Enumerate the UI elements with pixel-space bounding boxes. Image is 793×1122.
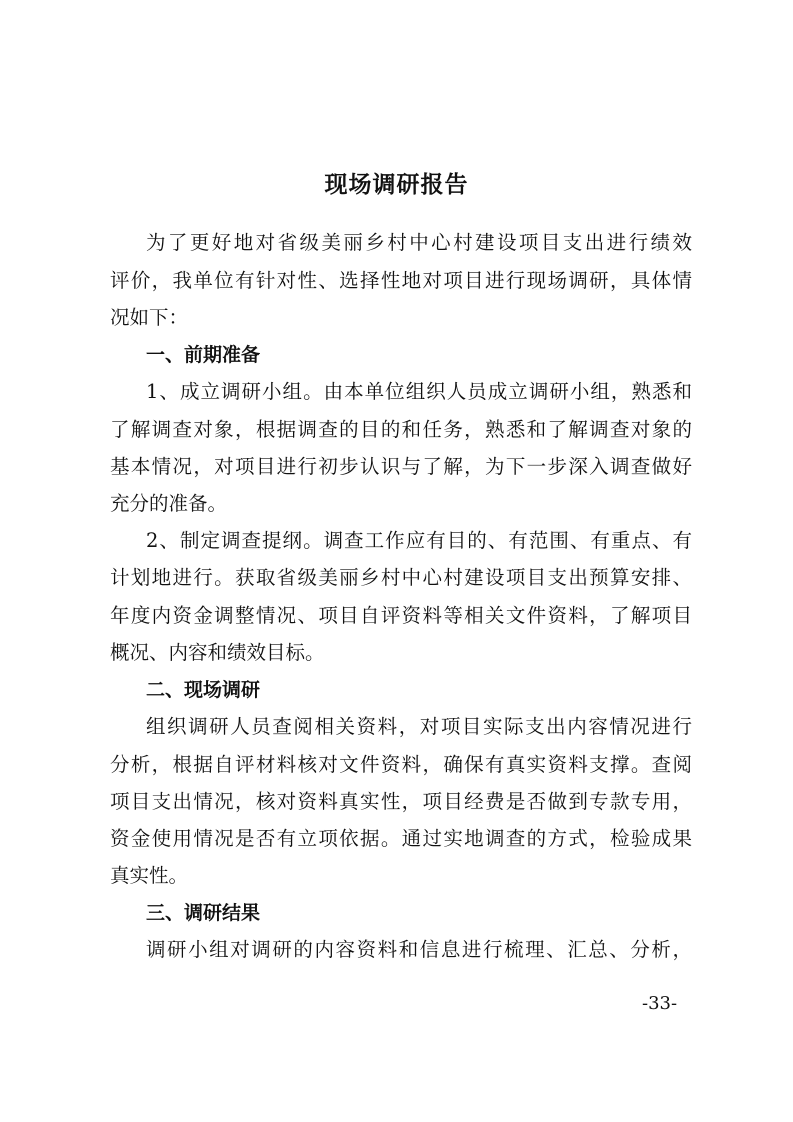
paragraph-line: 真实性。 xyxy=(110,864,189,887)
paragraph-line: 年度内资金调整情况、项目自评资料等相关文件资料，了解项目 xyxy=(110,604,692,627)
paragraph-line: 充分的准备。 xyxy=(110,492,228,515)
intro-line: 况如下： xyxy=(110,306,189,329)
paragraph-line: 1、成立调研小组。由本单位组织人员成立调研小组，熟悉和 xyxy=(146,380,692,403)
paragraph-line: 分析，根据自评材料核对文件资料，确保有真实资料支撑。查阅 xyxy=(110,753,692,776)
paragraph-line: 基本情况，对项目进行初步认识与了解，为下一步深入调查做好 xyxy=(110,455,692,478)
paragraph-line: 项目支出情况，核对资料真实性，项目经费是否做到专款专用， xyxy=(110,790,692,813)
paragraph-line: 组织调研人员查阅相关资料，对项目实际支出内容情况进行 xyxy=(146,715,692,738)
page-title: 现场调研报告 xyxy=(324,172,469,198)
paragraph-line: 了解调查对象，根据调查的目的和任务，熟悉和了解调查对象的 xyxy=(110,418,692,441)
section-heading: 二、现场调研 xyxy=(146,679,261,701)
intro-line: 为了更好地对省级美丽乡村中心村建设项目支出进行绩效 xyxy=(146,231,692,254)
paragraph-line: 2、制定调查提纲。调查工作应有目的、有范围、有重点、有 xyxy=(146,529,692,552)
section-heading: 一、前期准备 xyxy=(146,344,261,366)
paragraph-line: 计划地进行。获取省级美丽乡村中心村建设项目支出预算安排、 xyxy=(110,566,692,589)
paragraph-line: 概况、内容和绩效目标。 xyxy=(110,641,325,664)
paragraph-line: 调研小组对调研的内容资料和信息进行梳理、汇总、分析， xyxy=(146,938,692,961)
section-heading: 三、调研结果 xyxy=(146,902,261,924)
intro-line: 评价，我单位有针对性、选择性地对项目进行现场调研，具体情 xyxy=(110,269,692,292)
paragraph-line: 资金使用情况是否有立项依据。通过实地调查的方式，检验成果 xyxy=(110,827,692,850)
page-number: -33- xyxy=(642,993,678,1014)
